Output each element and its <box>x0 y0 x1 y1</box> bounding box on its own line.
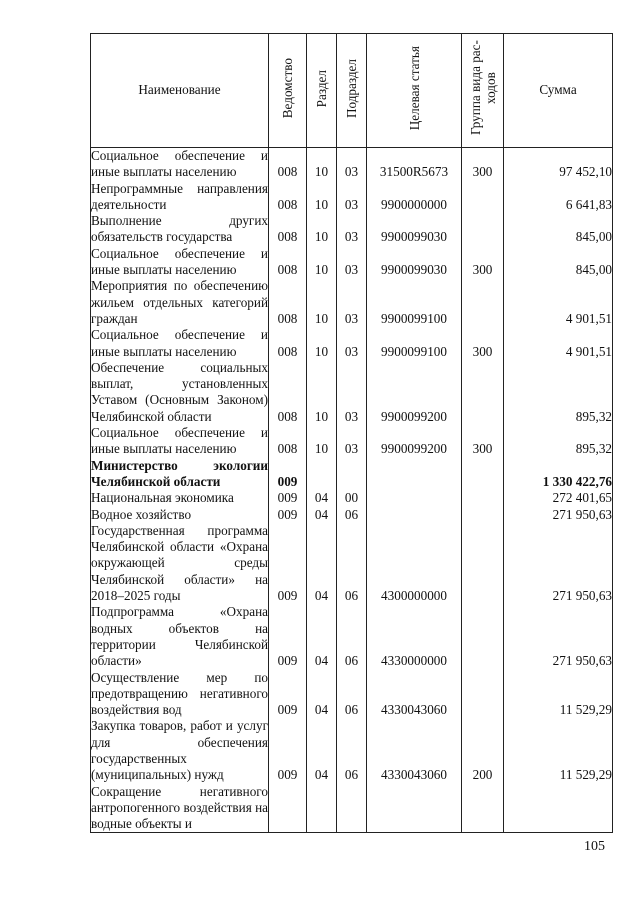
cell-section: 10 <box>307 148 337 181</box>
cell-expense-group <box>462 604 504 669</box>
cell-expense-group <box>462 458 504 491</box>
cell-subsection: 06 <box>337 507 367 523</box>
cell-amount: 271 950,63 <box>504 507 613 523</box>
cell-expense-group <box>462 181 504 214</box>
cell-amount: 895,32 <box>504 360 613 425</box>
cell-target: 4330043060 <box>367 718 462 783</box>
cell-amount: 11 529,29 <box>504 670 613 719</box>
cell-section: 10 <box>307 181 337 214</box>
cell-target <box>367 507 462 523</box>
table-row <box>91 360 613 425</box>
cell-amount: 1 330 422,76 <box>504 458 613 491</box>
table-row <box>91 327 613 360</box>
cell-name: Сокращение негативного антропогенного воздействия на водные объекты и <box>91 783 268 832</box>
cell-subsection: 03 <box>337 360 367 425</box>
cell-expense-group: 300 <box>462 425 504 458</box>
cell-target: 9900000000 <box>367 181 462 214</box>
cell-name: Социальное обеспечение и иные выплаты населению <box>91 148 268 180</box>
cell-section: 10 <box>307 278 337 327</box>
cell-amount: 272 401,65 <box>504 490 613 506</box>
table-row <box>91 278 613 327</box>
cell-amount: 845,00 <box>504 246 613 279</box>
cell-amount: 97 452,10 <box>504 148 613 181</box>
cell-amount: 895,32 <box>504 425 613 458</box>
cell-subsection: 06 <box>337 604 367 669</box>
cell-ministry: 009 <box>269 458 307 491</box>
header-ministry: Ведомство <box>269 34 307 148</box>
cell-name: Непрограммные направления деятельности <box>91 180 268 212</box>
cell-subsection: 03 <box>337 278 367 327</box>
header-target: Целевая статья <box>367 34 462 148</box>
cell-subsection: 03 <box>337 213 367 246</box>
cell-amount: 271 950,63 <box>504 604 613 669</box>
cell-name: Государственная программа Челябинской области «Охрана окружающей среды Челябинской области» на 2018–2025 годы <box>91 522 268 604</box>
cell-expense-group <box>462 670 504 719</box>
cell-section <box>307 458 337 491</box>
table-row <box>91 246 613 279</box>
cell-target: 9900099100 <box>367 327 462 360</box>
cell-target: 9900099200 <box>367 425 462 458</box>
cell-amount: 271 950,63 <box>504 523 613 604</box>
cell-amount: 4 901,51 <box>504 327 613 360</box>
cell-ministry: 008 <box>269 246 307 279</box>
header-expense-group: Группа вида рас-ходов <box>462 34 504 148</box>
cell-subsection: 03 <box>337 425 367 458</box>
cell-section: 04 <box>307 604 337 669</box>
table-row <box>91 670 613 719</box>
header-amount: Сумма <box>504 34 613 148</box>
cell-section: 10 <box>307 213 337 246</box>
table-row <box>91 425 613 458</box>
cell-expense-group <box>462 213 504 246</box>
cell-ministry: 008 <box>269 360 307 425</box>
cell-subsection: 00 <box>337 490 367 506</box>
table-row <box>91 784 613 833</box>
cell-name: Министерство экологии Челябинской области <box>91 457 268 489</box>
table-row <box>91 523 613 604</box>
cell-subsection: 03 <box>337 246 367 279</box>
cell-subsection: 06 <box>337 670 367 719</box>
cell-amount <box>504 784 613 833</box>
cell-name: Закупка товаров, работ и услуг для обеспечения государственных (муниципальных) нужд <box>91 718 268 783</box>
cell-target <box>367 458 462 491</box>
table-row <box>91 718 613 783</box>
cell-name: Социальное обеспечение и иные выплаты населению <box>91 245 268 278</box>
table-row <box>91 148 613 181</box>
cell-ministry: 009 <box>269 490 307 506</box>
cell-expense-group <box>462 523 504 604</box>
cell-section: 04 <box>307 523 337 604</box>
table-header-row <box>91 34 613 148</box>
cell-target <box>367 490 462 506</box>
cell-amount: 845,00 <box>504 213 613 246</box>
budget-table <box>90 33 613 833</box>
cell-expense-group <box>462 278 504 327</box>
header-subsection: Подраздел <box>337 34 367 148</box>
cell-ministry: 009 <box>269 507 307 523</box>
cell-ministry: 008 <box>269 148 307 181</box>
cell-expense-group <box>462 784 504 833</box>
cell-amount: 4 901,51 <box>504 278 613 327</box>
cell-ministry <box>269 784 307 833</box>
cell-ministry: 008 <box>269 327 307 360</box>
cell-target: 31500R5673 <box>367 148 462 181</box>
cell-section: 10 <box>307 246 337 279</box>
cell-name: Обеспечение социальных выплат, установленных Уставом (Основным Законом) Челябинской области <box>91 359 268 424</box>
cell-expense-group: 200 <box>462 718 504 783</box>
cell-subsection: 03 <box>337 327 367 360</box>
cell-name: Выполнение других обязательств государства <box>91 213 268 245</box>
cell-subsection: 03 <box>337 181 367 214</box>
cell-section: 04 <box>307 507 337 523</box>
table-row <box>91 507 613 523</box>
cell-target <box>367 784 462 833</box>
cell-target: 9900099030 <box>367 213 462 246</box>
cell-amount: 6 641,83 <box>504 181 613 214</box>
cell-name: Водное хозяйство <box>91 507 269 523</box>
cell-ministry: 009 <box>269 604 307 669</box>
header-section: Раздел <box>307 34 337 148</box>
cell-name: Национальная экономика <box>91 490 269 506</box>
table-row <box>91 458 613 491</box>
cell-target: 9900099200 <box>367 360 462 425</box>
table-body <box>91 148 613 833</box>
cell-name: Мероприятия по обеспечению жильем отдельных категорий граждан <box>91 278 268 326</box>
table-row <box>91 490 613 506</box>
cell-subsection <box>337 458 367 491</box>
cell-target: 4300000000 <box>367 523 462 604</box>
cell-subsection: 03 <box>337 148 367 181</box>
cell-expense-group <box>462 360 504 425</box>
cell-subsection <box>337 784 367 833</box>
cell-expense-group: 300 <box>462 148 504 181</box>
cell-ministry: 008 <box>269 181 307 214</box>
cell-section: 04 <box>307 718 337 783</box>
cell-section: 04 <box>307 490 337 506</box>
cell-subsection: 06 <box>337 523 367 604</box>
cell-name: Социальное обеспечение и иные выплаты населению <box>91 425 268 457</box>
cell-name: Социальное обеспечение и иные выплаты населению <box>91 327 268 359</box>
cell-ministry: 008 <box>269 278 307 327</box>
cell-section <box>307 784 337 833</box>
cell-expense-group: 300 <box>462 246 504 279</box>
cell-expense-group <box>462 507 504 523</box>
cell-section: 10 <box>307 425 337 458</box>
cell-ministry: 008 <box>269 425 307 458</box>
cell-section: 04 <box>307 670 337 719</box>
table-row <box>91 213 613 246</box>
table-row <box>91 604 613 669</box>
table-row <box>91 181 613 214</box>
cell-ministry: 008 <box>269 213 307 246</box>
cell-name: Осуществление мер по предотвращению негативного воздействия вод <box>91 669 268 718</box>
cell-ministry: 009 <box>269 670 307 719</box>
cell-expense-group: 300 <box>462 327 504 360</box>
cell-section: 10 <box>307 360 337 425</box>
page-number: 105 <box>584 839 605 854</box>
cell-amount: 11 529,29 <box>504 718 613 783</box>
cell-section: 10 <box>307 327 337 360</box>
cell-target: 9900099030 <box>367 246 462 279</box>
cell-target: 4330043060 <box>367 670 462 719</box>
cell-ministry: 009 <box>269 523 307 604</box>
cell-target: 4330000000 <box>367 604 462 669</box>
cell-expense-group <box>462 490 504 506</box>
cell-subsection: 06 <box>337 718 367 783</box>
cell-ministry: 009 <box>269 718 307 783</box>
cell-name: Подпрограмма «Охрана водных объектов на территории Челябинской области» <box>91 604 268 669</box>
header-name: Наименование <box>91 34 269 148</box>
cell-target: 9900099100 <box>367 278 462 327</box>
